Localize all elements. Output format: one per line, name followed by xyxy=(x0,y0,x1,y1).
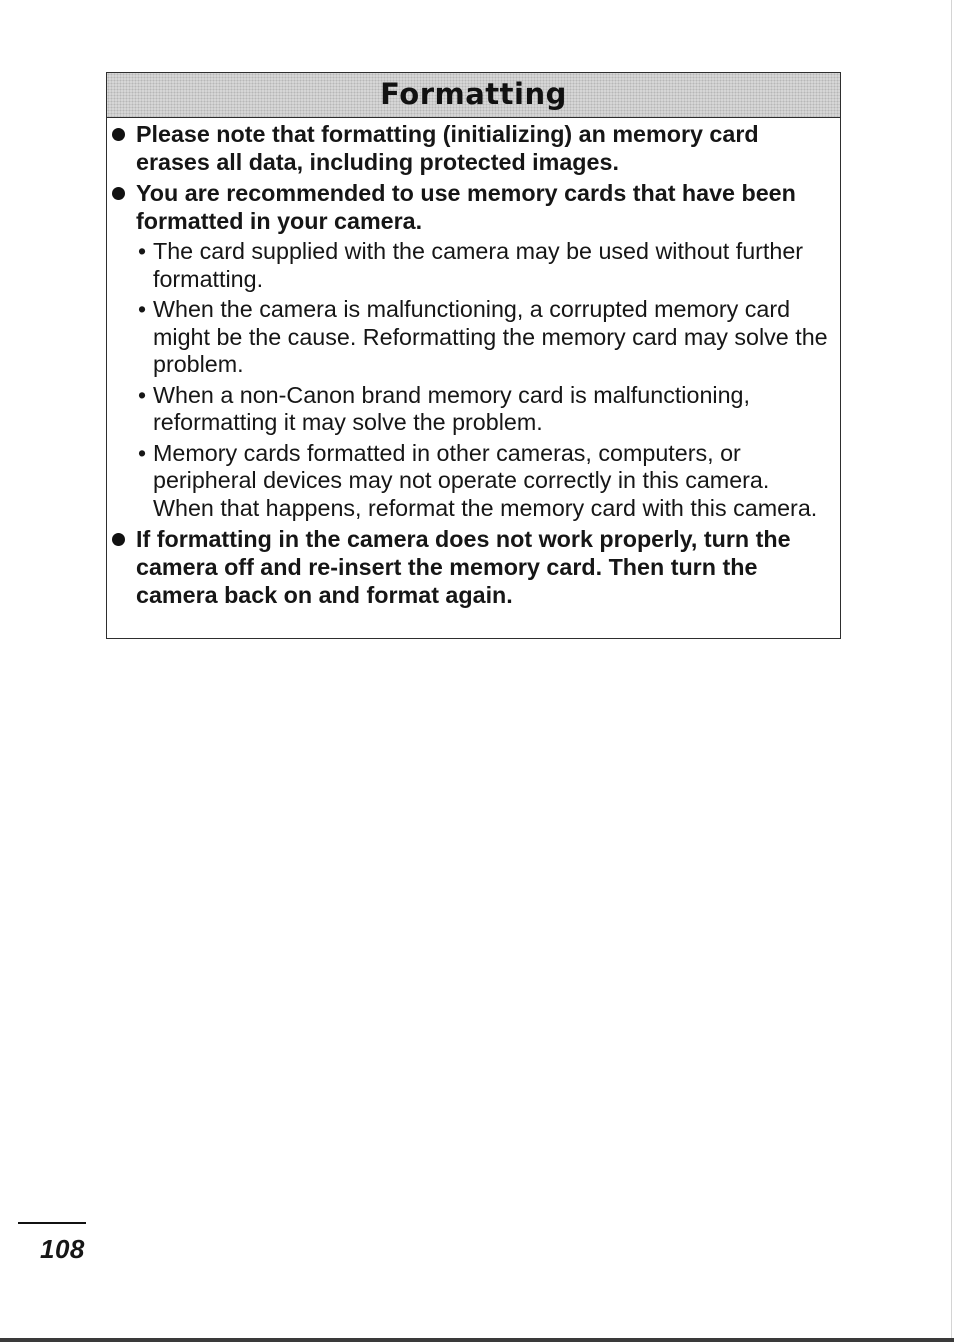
sub-bullet-icon: • xyxy=(138,381,147,408)
sub-point xyxy=(107,296,840,379)
main-point-text: If formatting in the camera does not work properly, turn the camera off and re-insert the memory card. Then turn the camera back on and format again. xyxy=(136,526,791,608)
main-point-text: Please note that formatting (initializing) an memory card erases all data, including protected images. xyxy=(136,121,759,175)
sub-point-text: Memory cards formatted in other cameras, computers, or peripheral devices may not operate correctly in this camera. When that happens, reformat the memory card with this camera. xyxy=(153,439,818,521)
main-point xyxy=(107,525,840,609)
bullet-dot-icon xyxy=(112,128,125,141)
bullet-dot-icon xyxy=(112,187,125,200)
page-edge xyxy=(951,0,952,1342)
main-point xyxy=(107,120,840,176)
sub-bullet-icon: • xyxy=(138,439,147,466)
sub-point-text: When a non-Canon brand memory card is malfunctioning, reformatting it may solve the problem. xyxy=(153,381,750,435)
page-bottom-edge xyxy=(0,1338,954,1342)
main-point-text: You are recommended to use memory cards that have been formatted in your camera. xyxy=(136,180,796,234)
section-title: Formatting xyxy=(380,77,567,111)
formatting-notice-box xyxy=(106,72,841,639)
sub-bullet-icon: • xyxy=(138,296,147,322)
page-number: 108 xyxy=(40,1234,85,1264)
sub-point xyxy=(107,238,840,293)
bullet-dot-icon xyxy=(112,533,125,546)
sub-point-text: The card supplied with the camera may be used without further formatting. xyxy=(153,238,804,292)
sub-point xyxy=(107,382,840,437)
main-point xyxy=(107,179,840,235)
sub-bullet-icon: • xyxy=(138,238,147,264)
sub-point xyxy=(107,440,840,523)
sub-point-text: When the camera is malfunctioning, a corrupted memory card might be the cause. Reformatting the memory card may solve the problem. xyxy=(153,296,828,377)
footer-rule xyxy=(18,1222,86,1224)
sub-point-list xyxy=(107,238,840,522)
box-body xyxy=(107,118,840,609)
box-header xyxy=(107,73,840,118)
